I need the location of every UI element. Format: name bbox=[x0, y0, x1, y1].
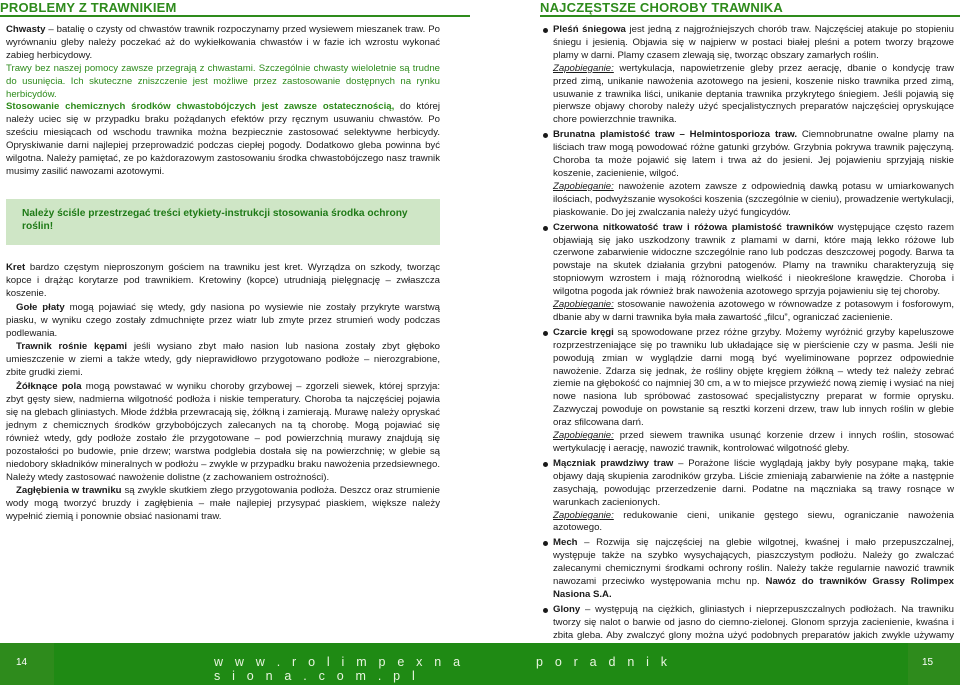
footer-right bbox=[480, 643, 960, 685]
disease-algae: Glony – występują na ciężkich, gliniastych i nieprzepuszczalnych podłożach. Na trawniku tworzy się nalot o barwie od jasno do ciemno-zielonej. Glonom sprzyja zacienienie, kwaśna i zbita gleba. Aby zwalczyć glony można użyć podobnych preparatów jakich zwykle używamy bbox=[542, 604, 954, 656]
disease-brown-spot: Brunatna plamistość traw – Helmintosporioza traw. Ciemnobrunatne owalne plamy na liściach traw mogą powodować różne gatunki grzybów. Grzybnia pokrywa trawnik pajęczyną. Choroba ta może pojawić się latem i trwa aż do jesieni. Jej pojawieniu sprzyjają niskie koszenie, zacienienie, wilgoć. Zapobieganie: nawożenie azotem zawsze z odpowiednią dawką potasu w umiarkowanych ilościach, podwyższanie wysokości koszenia (szczególnie w cieniu), prowadzenie wertykulacji, piaskowanie. Do jej zwalczania należy użyć fungicydów. bbox=[542, 129, 954, 219]
footer-section-label: p o r a d n i k bbox=[480, 643, 908, 685]
page-number-left: 14 bbox=[0, 643, 54, 685]
disease-list bbox=[542, 24, 954, 656]
intro-paragraph-3: Stosowanie chemicznych środków chwastobójczych jest zawsze ostatecznością, do której należy uciec się w przypadku braku pożądanych efektów przy ręcznym usuwaniu chwastów. Po sześciu miesiącach od wschodu trawnika można bezpiecznie zastosować selektywne herbicydy. Opryskiwanie darni najlepiej przeprowadzić podczas ciepłej pogody. Dodatkowo gleba powinna być wilgotna. Należy pamiętać, ze po każdorazowym zastosowaniu środka chwastobójczego nasz trawnik musimy zasilić nawozami azotowymi. bbox=[6, 101, 440, 177]
intro-paragraph-2: Trawy bez naszej pomocy zawsze przegrają z chwastami. Szczególnie chwasty wieloletnie są trudne do usunięcia. Ich skuteczne zniszczenie jest możliwe przez zastosowanie dostępnych na rynku herbicydów. bbox=[6, 62, 440, 100]
right-page bbox=[480, 0, 960, 694]
pest-item-bare-patches: Gołe płaty mogą pojawiać się wtedy, gdy nasiona po wysiewie nie zostały przykryte warstwą piasku, w wyniku czego zostały zdmuchnięte przez wiatr lub zmyte przez strumień wody podczas podlewania. bbox=[6, 301, 440, 339]
website-link[interactable]: w w w . r o l i m p e x n a s i o n a . c o m . p l bbox=[54, 643, 480, 685]
section-title-lawn-problems: PROBLEMY Z TRAWNIKIEM bbox=[0, 0, 470, 17]
weeds-intro bbox=[6, 24, 440, 179]
pest-item-mole: Kret bardzo częstym nieproszonym gościem na trawniku jest kret. Wyrządza on szkody, tworząc kopce i drążąc korytarze pod trawnikiem. Kretowiny (kopce) utrudniają pielęgnację – zwłaszcza koszenie. bbox=[6, 262, 440, 299]
disease-red-thread: Czerwona nitkowatość traw i różowa plamistość trawników występujące często razem objawiają się jako uszkodzony trawnik z plamami w darni, które mają lekko różowe lub czerwone zabarwienie widoczne szczególnie rano lub podczas deszczowej pogody. Barwa ta powstaje na skutek działania grzybni patogenów. Plamy na trawniku charakteryzują się stopniowym wzrostem i mają różnorodną wielkość i nieokreślone krawędzie. Choroba i wilgotna pogoda jak również brak nawożenia azotowego sprzyja pojawieniu się tej choroby. Zapobieganie: stosowanie nawożenia azotowego w równowadze z potasowym i fosforowym, dbanie aby w darni trawnika była mała zawartość „filcu”, ograniczać zacienienie. bbox=[542, 222, 954, 325]
pest-list bbox=[6, 262, 440, 525]
disease-snow-mold: Pleśń śniegowa jest jedną z najgroźniejszych chorób traw. Najczęściej atakuje po stopieniu śniegu i jesienią. Objawia się w najpierw w postaci białej pleśni a potem tworzy brązowe plamy w darni. Plamy czasem zlewają się, tworząc obszary zamarłych roślin. Zapobieganie: wertykulacja, napowietrzenie gleby przez aerację, dbanie o kondycję traw przed zimą, unikanie nawożenia azotowego na jesieni, koszenie nisko trawnika przed zimą, usuwanie z trawnika liści, unikanie deptania trawnika przykrytego śniegiem. Jeśli pojawią się pierwsze objawy choroby należy użyć specjalistycznych preparatów najczęściej opryskujące chore powierzchnie trawnika. bbox=[542, 24, 954, 127]
pest-item-depressions: Zagłębienia w trawniku są zwykle skutkiem złego przygotowania podłoża. Deszcz oraz strumienie wody mogą tworzyć bruzdy i zagłębienia – małe najlepiej przysypać piaskiem, większe należy wypełnić ziemią i ponownie obsiać nasionami traw. bbox=[6, 485, 440, 523]
page-number-right: 15 bbox=[908, 643, 960, 685]
label-warning-callout: Należy ściśle przestrzegać treści etykiety-instrukcji stosowania środka ochrony roślin! bbox=[6, 199, 440, 245]
disease-column bbox=[542, 24, 954, 658]
weeds-heading: Chwasty bbox=[6, 24, 46, 35]
section-title-diseases: NAJCZĘSTSZE CHOROBY TRAWNIKA bbox=[540, 0, 960, 17]
footer-left bbox=[0, 643, 480, 685]
disease-moss: Mech – Rozwija się najczęściej na glebie wilgotnej, kwaśnej i mało przepuszczalnej, występuje także na szybko wysychających, piaszczystym podłożu. Należy go zwalczać zalecanymi chemicznymi środkami ochrony roślin. Należy także regularnie nawozić trawnik nawozami przeciwko występowania mchu np. Nawóz do trawników Grassy Rolimpex Nasiona S.A. bbox=[542, 537, 954, 602]
disease-fairy-rings: Czarcie kręgi są spowodowane przez różne grzyby. Możemy wyróżnić grzyby kapeluszowe rozprzestrzeniające się po trawniku lub układające się w pierścienie czy w pasma. Jeśli nie powodują zmian w wyglądzie darni mogą być wyeliminowane poprzez odpowiednie nawożenie. Zdarza się jednak, że rośliny objęte kręgiem żółkną – wtedy też należy zebrać ziemie na głębokość co najmniej 30 cm, a w to miejsce przywieźć nową ziemię i wysiać na niej nowe nasiona lub spróbować zastosować specjalistyczny preparat w formie oprysku. Zazwyczaj powoduje on powstanie są resztki korzeni drzew, traw lub innych roślin w glebie oraz sfilcowana darń. Zapobieganie: przed siewem trawnika usunąć korzenie drzew i innych roślin, stosować wertykulację i aerację, nawozić trawnik, kontrolować wilgotność gleby. bbox=[542, 327, 954, 456]
pest-item-yellow-fields: Żółknące pola mogą powstawać w wyniku choroby grzybowej – zgorzeli siewek, której sprzyja: zbyt gęsty siew, nadmierna wilgotność podłoża i niskie temperatury. Choroba ta najczęściej pojawia się na glebach gliniastych. Młode źdźbła przewracają się, żółkną i zamierają. Murawę należy opryskać jednym z chemicznych środków grzybobójczych zalecanych na tą chorobę. Mogą pojawiać się również wtedy, gdy podłoże zostało źle przygotowane – pod powierzchnią murawy znajdują się pozostałości po budowie, pnie drzew; warstwa podglebia dostała się na powierzchnię; w glebie są niedobory składników mineralnych w podłożu – zwykle w przypadku braku nawożenia przedsiewnego. Należy wtedy zastosować nawożenie dolistne (z zachowaniem ostrożności). bbox=[6, 381, 440, 483]
pest-item-clumps: Trawnik rośnie kępami jeśli wysiano zbyt mało nasion lub nasiona zostały zbyt głęboko umieszczenie w ziemi a także wtedy, gdy nieprawidłowo przygotowano podłoże – nierozgrabione, zbite grudki ziemi. bbox=[6, 341, 440, 379]
disease-powdery-mildew: Mączniak prawdziwy traw – Porażone liście wyglądają jakby były posypane mąką, takie objawy dają skupienia zarodników grzyba. Liście zmieniają zabarwienie na żółte a następnie zasychają, powodując przerzedzenie darni. Podatne na mączniaka są trawy rosnące w warunkach zacienionych. Zapobieganie: redukowanie cieni, unikanie gęstego siewu, ograniczanie nawożenia azotowego. bbox=[542, 458, 954, 535]
intro-paragraph-1: Chwasty – batalię o czysty od chwastów trawnik rozpoczynamy przed wysiewem mieszanek traw. Po wyrównaniu gleby należy poczekać aż do wykiełkowania chwastów i w fazie ich wzrostu wykonać zabieg herbicydowy. bbox=[6, 24, 440, 61]
